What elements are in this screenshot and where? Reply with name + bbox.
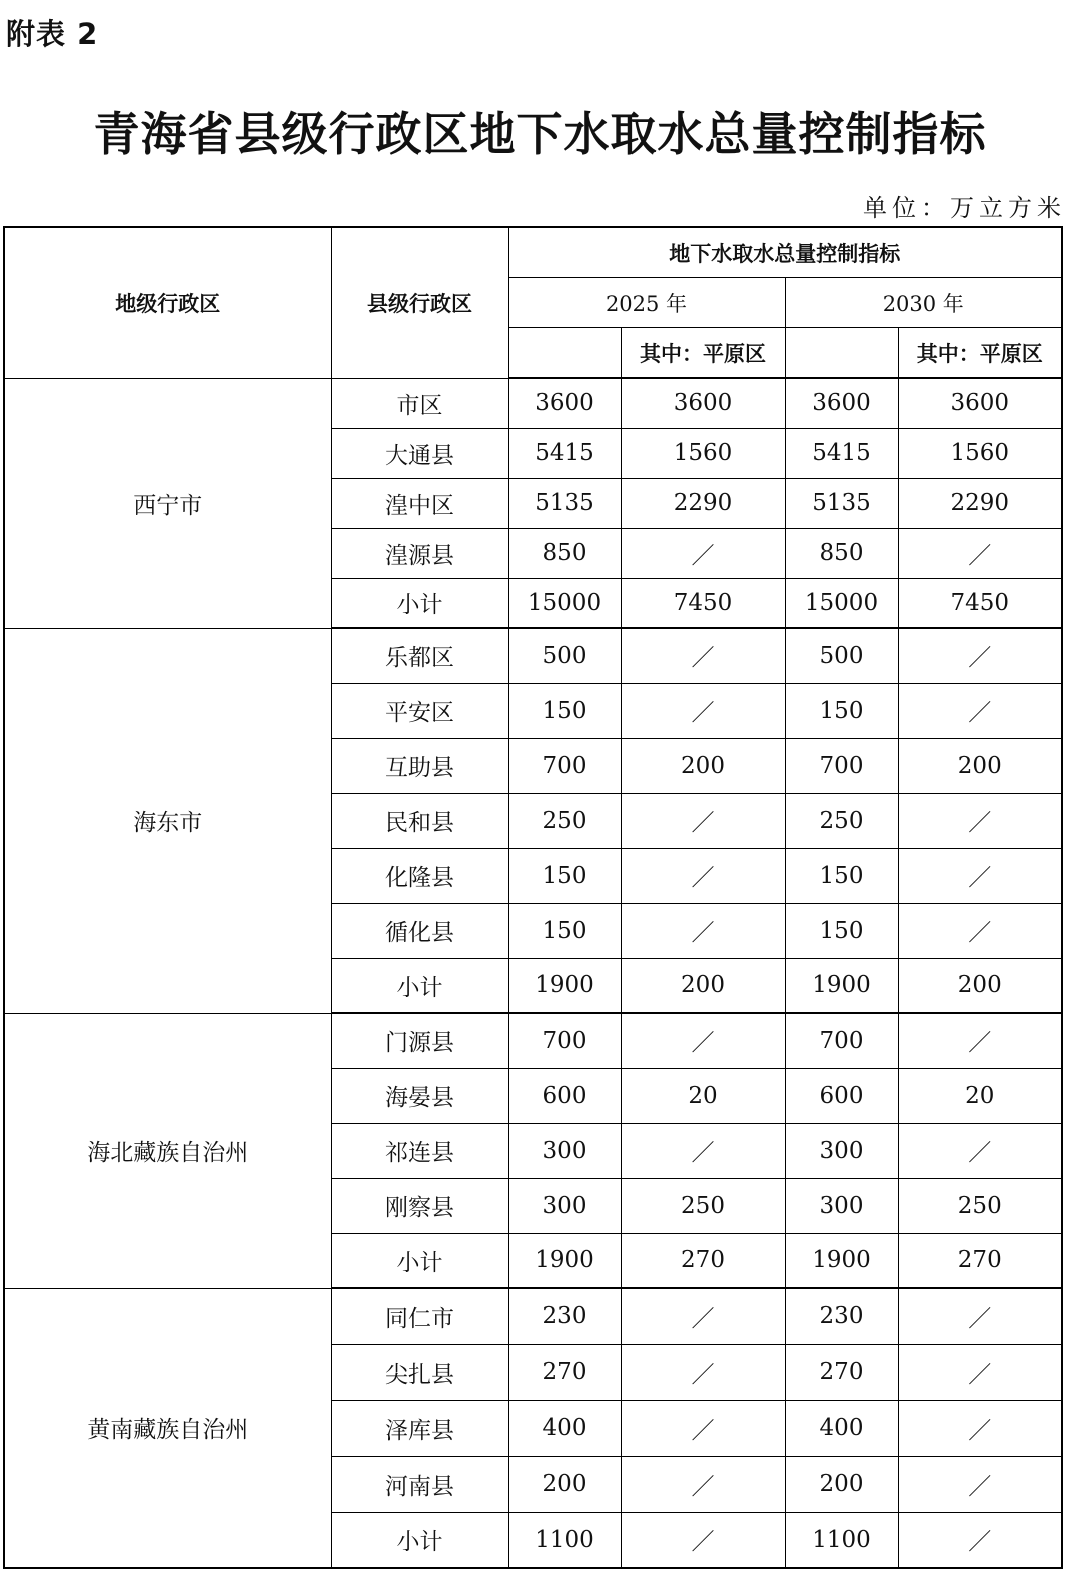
value-cell-p2025: ／ — [621, 793, 785, 848]
header-year-2030: 2030 年 — [785, 278, 1062, 328]
value-cell-p2025: ／ — [621, 1344, 785, 1400]
prefecture-cell: 海北藏族自治州 — [4, 1013, 331, 1288]
value-cell-p2025: ／ — [621, 903, 785, 958]
value-cell-p2025: 7450 — [621, 578, 785, 628]
value-cell-p2030: ／ — [898, 528, 1062, 578]
header-group: 地下水取水总量控制指标 — [508, 227, 1062, 278]
value-cell-v2030: 1900 — [785, 958, 898, 1013]
value-cell-v2030: 500 — [785, 628, 898, 683]
value-cell-v2025: 700 — [508, 738, 621, 793]
county-cell: 祁连县 — [331, 1123, 508, 1178]
value-cell-v2025: 3600 — [508, 378, 621, 428]
value-cell-v2025: 200 — [508, 1456, 621, 1512]
value-cell-p2025: 250 — [621, 1178, 785, 1233]
value-cell-p2025: ／ — [621, 528, 785, 578]
value-cell-v2030: 5135 — [785, 478, 898, 528]
value-cell-p2025: 2290 — [621, 478, 785, 528]
value-cell-p2025: ／ — [621, 1013, 785, 1068]
value-cell-p2025: ／ — [621, 628, 785, 683]
county-cell: 大通县 — [331, 428, 508, 478]
value-cell-v2025: 850 — [508, 528, 621, 578]
value-cell-p2030: ／ — [898, 1512, 1062, 1568]
value-cell-v2030: 1900 — [785, 1233, 898, 1288]
table-row — [4, 628, 1062, 683]
value-cell-p2030: 270 — [898, 1233, 1062, 1288]
value-cell-v2025: 5135 — [508, 478, 621, 528]
county-cell: 泽库县 — [331, 1400, 508, 1456]
county-cell: 小计 — [331, 958, 508, 1013]
county-cell: 湟源县 — [331, 528, 508, 578]
value-cell-p2030: ／ — [898, 1123, 1062, 1178]
value-cell-p2030: ／ — [898, 793, 1062, 848]
value-cell-v2025: 400 — [508, 1400, 621, 1456]
value-cell-p2025: 200 — [621, 958, 785, 1013]
value-cell-v2025: 15000 — [508, 578, 621, 628]
county-cell: 小计 — [331, 578, 508, 628]
value-cell-p2030: ／ — [898, 903, 1062, 958]
value-cell-v2030: 200 — [785, 1456, 898, 1512]
table-row — [4, 1013, 1062, 1068]
value-cell-v2030: 700 — [785, 1013, 898, 1068]
county-cell: 民和县 — [331, 793, 508, 848]
value-cell-v2025: 300 — [508, 1178, 621, 1233]
value-cell-p2030: ／ — [898, 683, 1062, 738]
value-cell-v2030: 700 — [785, 738, 898, 793]
value-cell-v2025: 250 — [508, 793, 621, 848]
value-cell-p2030: 200 — [898, 738, 1062, 793]
value-cell-v2030: 270 — [785, 1344, 898, 1400]
header-prefecture: 地级行政区 — [4, 227, 331, 378]
value-cell-v2025: 230 — [508, 1288, 621, 1344]
value-cell-p2030: ／ — [898, 848, 1062, 903]
prefecture-cell: 黄南藏族自治州 — [4, 1288, 331, 1568]
value-cell-v2030: 230 — [785, 1288, 898, 1344]
county-cell: 小计 — [331, 1512, 508, 1568]
value-cell-p2025: ／ — [621, 1456, 785, 1512]
value-cell-p2030: ／ — [898, 1400, 1062, 1456]
value-cell-p2030: 200 — [898, 958, 1062, 1013]
county-cell: 市区 — [331, 378, 508, 428]
value-cell-v2025: 150 — [508, 683, 621, 738]
value-cell-p2025: 1560 — [621, 428, 785, 478]
page-title: 青海省县级行政区地下水取水总量控制指标 — [93, 107, 987, 161]
value-cell-v2030: 3600 — [785, 378, 898, 428]
header-year-2025: 2025 年 — [508, 278, 785, 328]
value-cell-p2030: 250 — [898, 1178, 1062, 1233]
table-row — [4, 378, 1062, 428]
county-cell: 刚察县 — [331, 1178, 508, 1233]
county-cell: 海晏县 — [331, 1068, 508, 1123]
value-cell-v2025: 150 — [508, 903, 621, 958]
value-cell-v2030: 1100 — [785, 1512, 898, 1568]
value-cell-p2025: ／ — [621, 1512, 785, 1568]
value-cell-v2025: 500 — [508, 628, 621, 683]
value-cell-p2025: ／ — [621, 848, 785, 903]
value-cell-v2030: 300 — [785, 1178, 898, 1233]
table-row — [4, 1288, 1062, 1344]
value-cell-v2030: 150 — [785, 683, 898, 738]
value-cell-p2030: 3600 — [898, 378, 1062, 428]
value-cell-v2030: 850 — [785, 528, 898, 578]
county-cell: 同仁市 — [331, 1288, 508, 1344]
header-total-2025 — [508, 328, 621, 379]
value-cell-p2025: ／ — [621, 1400, 785, 1456]
value-cell-p2025: 3600 — [621, 378, 785, 428]
value-cell-p2030: 20 — [898, 1068, 1062, 1123]
county-cell: 乐都区 — [331, 628, 508, 683]
table-body — [4, 378, 1062, 1568]
value-cell-p2030: ／ — [898, 1013, 1062, 1068]
value-cell-v2025: 1900 — [508, 958, 621, 1013]
header-county: 县级行政区 — [331, 227, 508, 378]
value-cell-v2025: 1900 — [508, 1233, 621, 1288]
value-cell-p2025: ／ — [621, 683, 785, 738]
value-cell-v2025: 300 — [508, 1123, 621, 1178]
value-cell-p2025: 200 — [621, 738, 785, 793]
value-cell-v2030: 300 — [785, 1123, 898, 1178]
value-cell-p2030: ／ — [898, 1456, 1062, 1512]
value-cell-p2030: ／ — [898, 628, 1062, 683]
value-cell-p2030: 1560 — [898, 428, 1062, 478]
county-cell: 互助县 — [331, 738, 508, 793]
value-cell-v2030: 150 — [785, 848, 898, 903]
value-cell-v2030: 5415 — [785, 428, 898, 478]
prefecture-cell: 海东市 — [4, 628, 331, 1013]
county-cell: 平安区 — [331, 683, 508, 738]
value-cell-v2030: 250 — [785, 793, 898, 848]
quota-table — [3, 226, 1063, 1569]
unit-label: 单位：万立方米 — [863, 194, 1066, 222]
county-cell: 尖扎县 — [331, 1344, 508, 1400]
county-cell: 小计 — [331, 1233, 508, 1288]
value-cell-v2025: 700 — [508, 1013, 621, 1068]
prefecture-cell: 西宁市 — [4, 378, 331, 628]
value-cell-v2030: 150 — [785, 903, 898, 958]
value-cell-v2030: 400 — [785, 1400, 898, 1456]
value-cell-v2025: 270 — [508, 1344, 621, 1400]
header-total-2030 — [785, 328, 898, 379]
county-cell: 化隆县 — [331, 848, 508, 903]
value-cell-p2025: ／ — [621, 1123, 785, 1178]
county-cell: 循化县 — [331, 903, 508, 958]
appendix-label: 附表 2 — [6, 17, 99, 51]
value-cell-v2030: 600 — [785, 1068, 898, 1123]
header-plain-2025: 其中：平原区 — [621, 328, 785, 379]
value-cell-v2025: 1100 — [508, 1512, 621, 1568]
value-cell-p2030: 7450 — [898, 578, 1062, 628]
value-cell-v2025: 600 — [508, 1068, 621, 1123]
header-plain-2030: 其中：平原区 — [898, 328, 1062, 379]
table-header — [4, 227, 1062, 378]
value-cell-p2030: 2290 — [898, 478, 1062, 528]
value-cell-p2030: ／ — [898, 1344, 1062, 1400]
county-cell: 河南县 — [331, 1456, 508, 1512]
value-cell-p2025: 270 — [621, 1233, 785, 1288]
value-cell-p2025: ／ — [621, 1288, 785, 1344]
value-cell-v2025: 150 — [508, 848, 621, 903]
county-cell: 湟中区 — [331, 478, 508, 528]
county-cell: 门源县 — [331, 1013, 508, 1068]
value-cell-p2025: 20 — [621, 1068, 785, 1123]
value-cell-v2030: 15000 — [785, 578, 898, 628]
value-cell-p2030: ／ — [898, 1288, 1062, 1344]
value-cell-v2025: 5415 — [508, 428, 621, 478]
